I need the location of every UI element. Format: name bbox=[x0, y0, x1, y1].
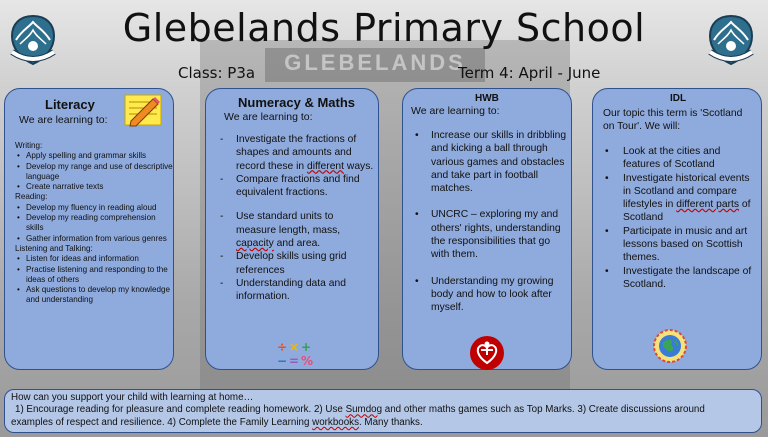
list-item bbox=[599, 172, 759, 225]
svg-text:+: + bbox=[301, 340, 312, 354]
numeracy-panel bbox=[205, 88, 379, 370]
list-item: • Develop my reading comprehension skills bbox=[15, 213, 173, 234]
pencil-paper-icon bbox=[123, 93, 163, 127]
list-item-text: Use standard units to measure length, mass, bbox=[236, 211, 341, 236]
list-item: • UNCRC – exploring my and others' rights, understanding the responsibilities that go with them. bbox=[409, 208, 569, 261]
list-item: • Look at the cities and features of Scotland bbox=[599, 145, 759, 172]
list-item-text: different parts bbox=[676, 199, 740, 211]
list-item: • Listen for ideas and information bbox=[15, 254, 173, 264]
numeracy-subtitle: We are learning to: bbox=[224, 111, 313, 123]
list-item-text: of Scotland bbox=[623, 199, 751, 224]
page-title: Glebelands Primary School bbox=[122, 6, 646, 50]
listening-heading: Listening and Talking: bbox=[15, 243, 93, 253]
svg-text:×: × bbox=[289, 340, 300, 354]
home-support-heading: How can you support your child with learning at home… bbox=[11, 392, 254, 403]
list-item: • Develop my fluency in reading aloud bbox=[15, 203, 173, 213]
term-label: Term 4: April - June bbox=[458, 64, 601, 82]
home-support-text: workbooks bbox=[312, 416, 359, 428]
home-support-text: Sumdog bbox=[345, 404, 383, 416]
list-item-text: Investigate the fractions of shapes and amounts and record these in bbox=[236, 134, 357, 172]
literacy-panel bbox=[4, 88, 174, 370]
writing-heading: Writing: bbox=[15, 141, 43, 150]
class-label: Class: P3a bbox=[178, 64, 256, 82]
home-support-text: examples of respect and resilience. 4) Complete the Family Learning bbox=[11, 416, 313, 428]
list-item: • Ask questions to develop my knowledge and understanding bbox=[15, 285, 173, 306]
reading-list bbox=[15, 203, 173, 244]
numeracy-list bbox=[216, 133, 374, 304]
list-item bbox=[216, 133, 374, 173]
home-support-line bbox=[11, 417, 755, 429]
list-item: • Create narrative texts bbox=[15, 182, 173, 192]
idl-panel bbox=[592, 88, 762, 370]
home-support-box bbox=[4, 389, 762, 433]
idl-list bbox=[599, 145, 759, 291]
list-item bbox=[216, 210, 374, 250]
literacy-title: Literacy bbox=[45, 97, 95, 112]
idl-title: IDL bbox=[670, 93, 687, 104]
list-item: • Apply spelling and grammar skills bbox=[15, 151, 173, 161]
heart-figure-icon bbox=[469, 335, 505, 371]
list-item: • Participate in music and art lessons based on Scottish themes. bbox=[599, 225, 759, 265]
list-item: - Compare fractions and find equivalent fractions. bbox=[216, 173, 374, 200]
globe-people-icon bbox=[653, 329, 687, 363]
svg-text:÷: ÷ bbox=[277, 340, 288, 354]
list-item-text: and area. bbox=[273, 238, 321, 250]
list-item: - Develop skills using grid references bbox=[216, 250, 374, 277]
writing-list bbox=[15, 151, 173, 192]
svg-text:−: − bbox=[277, 354, 288, 367]
list-item: • Understanding my growing body and how to look after myself. bbox=[409, 275, 569, 315]
svg-text:=: = bbox=[289, 354, 300, 367]
maths-symbols-icon bbox=[276, 339, 314, 367]
list-item-text: ways. bbox=[344, 160, 374, 172]
numeracy-title: Numeracy & Maths bbox=[238, 95, 356, 110]
home-support-text: and other maths games such as Top Marks. 3) Create discussions around bbox=[382, 404, 705, 416]
list-item: • Develop my range and use of descriptive language bbox=[15, 162, 173, 183]
school-sign-text: GLEBELANDS bbox=[284, 50, 466, 75]
list-item: • Gather information from various genres bbox=[15, 234, 173, 244]
list-item: • Investigate the landscape of Scotland. bbox=[599, 265, 759, 292]
reading-heading: Reading: bbox=[15, 192, 48, 202]
hwb-list bbox=[409, 129, 569, 315]
literacy-body bbox=[15, 141, 173, 306]
idl-intro: Our topic this term is 'Scotland on Tour'. We will: bbox=[603, 108, 743, 133]
hwb-subtitle: We are learning to: bbox=[411, 105, 500, 117]
literacy-subtitle: We are learning to: bbox=[19, 114, 108, 126]
hwb-panel bbox=[402, 88, 572, 370]
list-item: - Understanding data and information. bbox=[216, 277, 374, 304]
home-support-text: . Many thanks. bbox=[358, 416, 423, 428]
list-item-text: capacity bbox=[236, 238, 274, 250]
list-item-text: different bbox=[306, 160, 345, 172]
home-support-line bbox=[11, 404, 755, 416]
list-item: • Increase our skills in dribbling and kicking a ball through various games and obstacles and take part in football matches. bbox=[409, 129, 569, 195]
svg-text:%: % bbox=[301, 354, 314, 367]
hwb-title: HWB bbox=[475, 93, 499, 104]
list-item-text: Investigate historical events in Scotland and compare lifestyles in bbox=[623, 172, 750, 211]
listening-list bbox=[15, 254, 173, 305]
list-item: • Practise listening and responding to the ideas of others bbox=[15, 265, 173, 286]
home-support-text: 1) Encourage reading for pleasure and complete reading homework. 2) Use bbox=[15, 404, 346, 416]
